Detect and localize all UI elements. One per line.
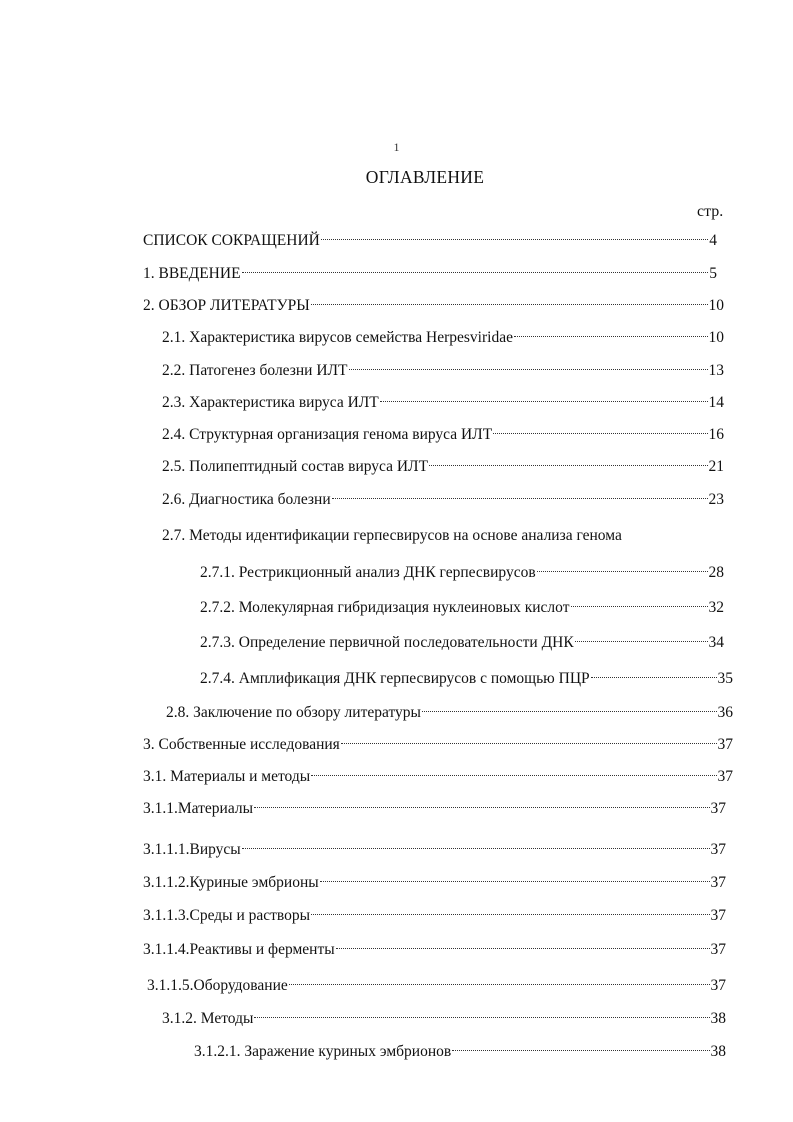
toc-leader [341,743,717,744]
toc-leader [289,984,710,985]
toc-entry-title: 3.1.1.Материалы [143,800,253,817]
toc-entry [162,525,724,547]
toc-entry-title: 2.8. Заключение по обзору литературы [166,704,421,721]
toc-leader [311,775,716,776]
toc-entry-page: 32 [708,599,724,616]
toc-entry-page: 28 [708,564,724,581]
toc-leader [514,336,708,337]
toc-entry-title: 3.1.1.2.Куриные эмбрионы [143,874,319,891]
toc-leader [254,807,710,808]
toc-leader [493,433,707,434]
toc-leader [320,881,710,882]
toc-entry-page: 38 [710,1010,726,1027]
toc-entry-page: 36 [717,704,733,721]
toc-entry-title: 2.5. Полипептидный состав вируса ИЛТ [162,458,429,475]
toc-entry [200,562,724,584]
toc-entry-title: 3.1.2.1. Заражение куриных эмбрионов [194,1043,452,1060]
toc-entry [162,392,724,414]
toc-leader [422,711,717,712]
toc-entry-title: 3.1.2. Методы [162,1010,254,1027]
toc-entry-title: 2.6. Диагностика болезни [162,491,331,508]
toc-entry-page: 37 [710,800,726,817]
toc-entry [143,839,726,861]
toc-entry-page: 10 [708,297,724,314]
toc-entry [147,975,726,997]
toc-leader [336,948,710,949]
toc-entry-title: 2.7.4. Амплификация ДНК герпесвирусов с помощью ПЦР [200,670,590,687]
toc-entry [143,905,726,927]
toc-leader [311,304,708,305]
toc-entry-page: 37 [710,977,726,994]
toc-entry-title: 3.1. Материалы и методы [143,768,311,785]
toc-leader [321,239,708,240]
toc-entry-page: 13 [708,362,724,379]
toc-entry-title: 2.7.1. Рестрикционный анализ ДНК герпесвирусов [200,564,536,581]
toc-entry [200,632,724,654]
toc-entry-title: 2.7.2. Молекулярная гибридизация нуклеиновых кислот [200,599,570,616]
toc-entry [162,489,724,511]
toc-leader [571,606,708,607]
toc-entry-page: 14 [708,394,724,411]
toc-entry-page: 34 [708,634,724,651]
toc-entry-title: 2.7. Методы идентификации герпесвирусов на основе анализа генома [162,527,622,544]
toc-entry [143,734,733,756]
toc-leader [311,914,709,915]
toc-entry [143,263,717,285]
toc-entry-title: 2.2. Патогенез болезни ИЛТ [162,362,348,379]
toc-entry [194,1041,726,1063]
toc-entry [143,230,717,252]
toc-entry [143,872,726,894]
toc-entry-page: 37 [717,768,733,785]
toc-leader [591,677,717,678]
toc-entry-title: 3.1.1.3.Среды и растворы [143,907,311,924]
toc-entry-title: 2.4. Структурная организация генома вируса ИЛТ [162,426,493,443]
toc-entry-title: 1. ВВЕДЕНИЕ [143,265,241,282]
page-title: ОГЛАВЛЕНИЕ [365,167,485,187]
toc-entry-title: 2. ОБЗОР ЛИТЕРАТУРЫ [143,297,310,314]
toc-entry [143,939,726,961]
toc-entry-page: 38 [710,1043,726,1060]
toc-leader [332,498,708,499]
toc-entry-page: 16 [708,426,724,443]
toc-leader [242,848,710,849]
toc-entry-title: 2.1. Характеристика вирусов семейства Herpesviridae [162,329,513,346]
toc-entry [166,702,733,724]
toc-leader [349,369,708,370]
toc-leader [537,571,708,572]
toc-entry-title: 3.1.1.5.Оборудование [147,977,288,994]
toc-entry [200,597,724,619]
toc-entry [162,1008,726,1030]
toc-entry [162,360,724,382]
toc-entry [143,766,733,788]
toc-entry-page: 5 [709,265,717,282]
toc-entry-page: 10 [708,329,724,346]
toc-leader [254,1017,709,1018]
toc-leader [452,1050,709,1051]
toc-leader [429,465,707,466]
page-number: 1 [393,140,400,154]
toc-entry-page: 23 [708,491,724,508]
toc-entry-page: 21 [708,458,724,475]
toc-entry-page: 4 [709,232,717,249]
toc-entry [162,327,724,349]
toc-leader [380,401,708,402]
toc-entry-title: 2.3. Характеристика вируса ИЛТ [162,394,379,411]
toc-entry-title: 3.1.1.4.Реактивы и ферменты [143,941,335,958]
toc-entry-page: 37 [710,907,726,924]
toc-leader [575,641,708,642]
toc-entry-page: 35 [717,670,733,687]
toc-entry-page: 37 [710,941,726,958]
toc-entry-title: 3. Собственные исследования [143,736,340,753]
toc-entry-page: 37 [710,874,726,891]
toc-entry [162,456,724,478]
toc-entry-title: 2.7.3. Определение первичной последовательности ДНК [200,634,574,651]
toc-leader [242,272,709,273]
page-column-label: стр. [697,203,724,220]
toc-entry-title: 3.1.1.1.Вирусы [143,841,241,858]
toc-entry [143,295,724,317]
toc-entry-page: 37 [710,841,726,858]
toc-entry-title: СПИСОК СОКРАЩЕНИЙ [143,232,320,249]
toc-entry [200,668,733,690]
toc-entry-page: 37 [717,736,733,753]
toc-entry [162,424,724,446]
toc-entry [143,798,726,820]
